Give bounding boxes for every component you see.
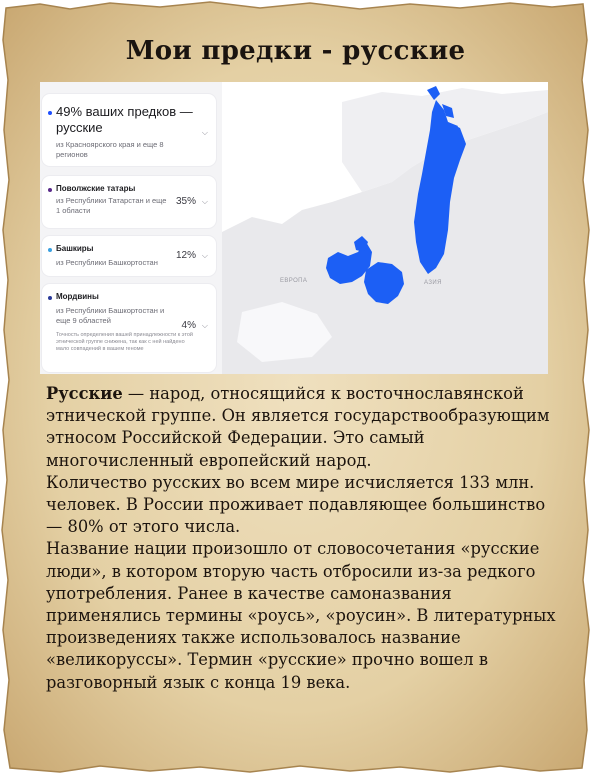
main-headline: 49% ваших предков — русские	[56, 104, 193, 135]
group-percent: 12%	[175, 250, 196, 261]
ethnicity-card[interactable]	[42, 176, 216, 228]
chevron-down-icon: ⌵	[201, 197, 208, 206]
group-subtitle: из Республики Башкортостан и еще 9 областей	[56, 306, 165, 325]
chevron-down-icon: ⌵	[201, 128, 208, 137]
color-dot	[48, 296, 52, 300]
lead-word: Русские	[46, 384, 123, 403]
group-subtitle: из Республики Татарстан и еще 1 области	[56, 196, 167, 215]
paragraph-1-text: — народ, относящийся к восточнославянской этнической группе. Он является государствообразующим этносом Российской Федерации. Это самый многочисленный европейский народ.	[46, 384, 550, 470]
group-name: Башкиры	[56, 244, 94, 253]
ethnicity-card[interactable]	[42, 284, 216, 372]
group-name: Мордвины	[56, 292, 99, 301]
ethnicity-panel	[40, 82, 222, 374]
main-subtitle: из Красноярского края и еще 8 регионов	[56, 140, 164, 159]
map-label-europe: ЕВРОПА	[280, 278, 308, 284]
paragraph-2: Количество русских во всем мире исчисляется 133 млн. человек. В России проживает подавляющее большинство — 80% от этого числа.	[46, 472, 546, 537]
color-dot	[48, 248, 52, 252]
color-dot	[48, 188, 52, 192]
group-percent: 4%	[181, 320, 196, 331]
paragraph-1	[46, 383, 556, 472]
ethnicity-card[interactable]	[42, 236, 216, 276]
ancestry-screenshot	[40, 82, 548, 374]
group-percent: 35%	[175, 196, 196, 207]
chevron-down-icon: ⌵	[201, 321, 208, 330]
paragraph-3: Название нации произошло от словосочетания «русские люди», в котором вторую часть отбросили из-за редкого употребления. Ранее в качестве самоназвания применялись термины «роусь», «роусин». В литературных произведениях также использовалось название «великоруссы». Термин «русские» прочно вошел в разговорный язык с конца 19 века.	[46, 539, 556, 692]
page-title: Мои предки - русские	[125, 36, 466, 66]
chevron-down-icon: ⌵	[201, 251, 208, 260]
article-text	[46, 383, 556, 694]
color-dot	[48, 111, 52, 115]
ancestry-map	[222, 82, 548, 374]
ethnicity-card-main[interactable]	[42, 94, 216, 166]
group-name: Поволжские татары	[56, 184, 136, 193]
map-label-asia: АЗИЯ	[424, 280, 442, 286]
accuracy-note: Точность определения вашей принадлежности к этой этнической группе снижена, так как с ней найдено мало совпадений в вашем геноме	[56, 332, 193, 352]
group-subtitle: из Республики Башкортостан	[56, 258, 158, 267]
